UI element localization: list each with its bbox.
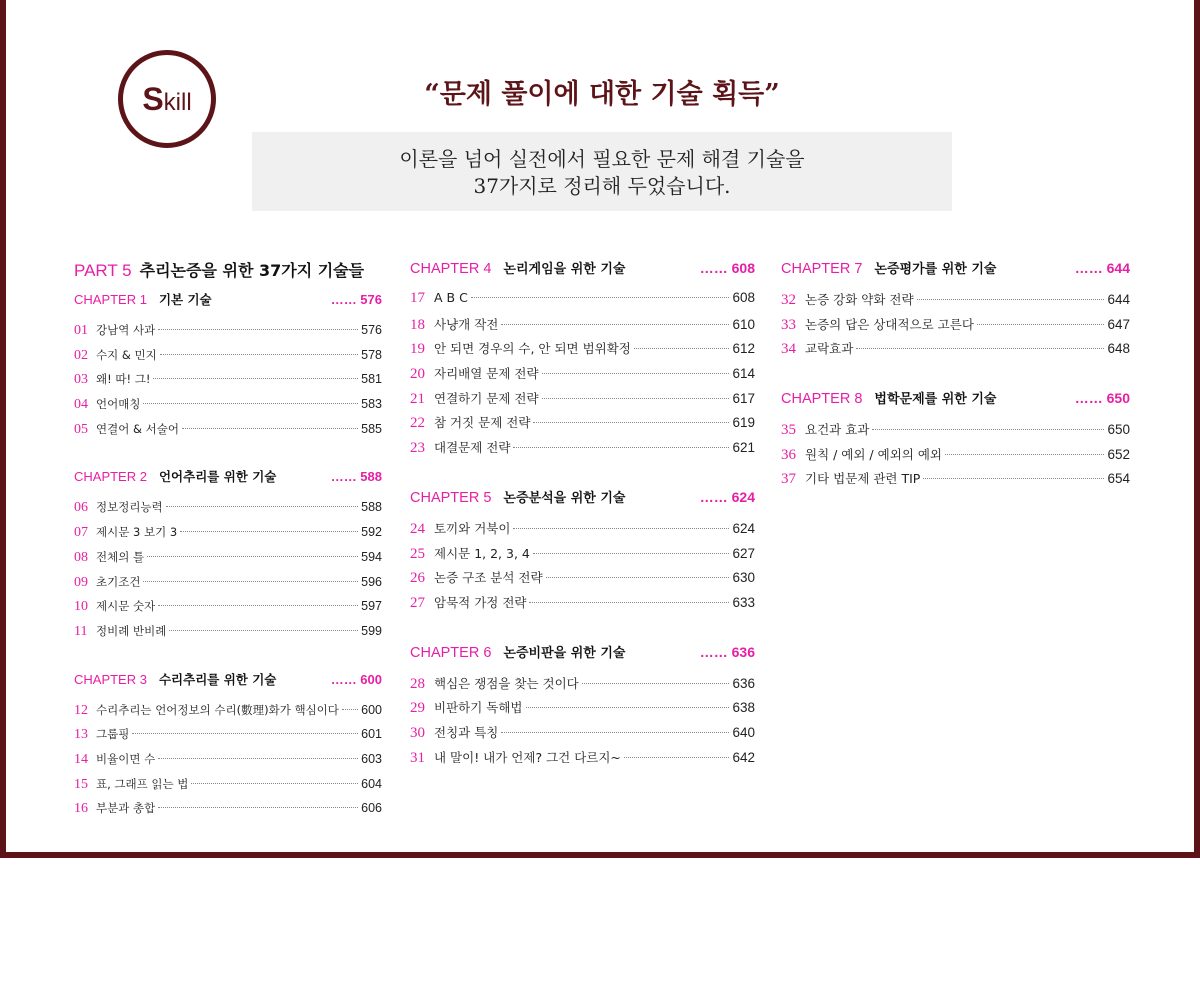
chapter-page: …… 650 — [1074, 390, 1130, 407]
entry-number: 27 — [410, 594, 425, 611]
toc-entry — [410, 674, 755, 699]
toc-entry — [410, 389, 755, 414]
toc-entry — [74, 396, 382, 421]
toc-entry — [74, 702, 382, 727]
entry-title: 정비례 반비례 — [96, 623, 167, 638]
entry-number: 04 — [74, 397, 88, 413]
toc-entry — [74, 574, 382, 599]
entry-title: A B C — [434, 290, 468, 305]
entry-page: 621 — [732, 440, 755, 456]
entry-page: 633 — [732, 594, 755, 610]
chapter-label: CHAPTER 2 — [74, 469, 147, 485]
entry-title: 교락효과 — [805, 341, 854, 357]
dot-leader — [180, 531, 358, 532]
entry-title: 논증 구조 분석 전략 — [434, 570, 543, 586]
entry-title: 제시문 3 보기 3 — [96, 525, 178, 540]
entry-title: 연결하기 문제 전략 — [434, 390, 539, 406]
chapter-label: CHAPTER 7 — [781, 261, 863, 277]
chapter-page: …… 636 — [699, 643, 755, 660]
entry-number: 22 — [410, 415, 425, 432]
entry-number: 36 — [781, 446, 796, 463]
chapter-title: 수리추리를 위한 기술 — [158, 671, 277, 687]
skill-badge — [118, 50, 216, 148]
toc-entry — [74, 598, 382, 623]
entry-title: 제시문 1, 2, 3, 4 — [434, 545, 530, 561]
toc-entry — [410, 748, 755, 773]
entry-title: 내 말이! 내가 언제? 그건 다르지~ — [434, 749, 621, 765]
toc-entry — [74, 800, 382, 825]
dot-leader — [526, 707, 730, 708]
entry-number: 05 — [74, 421, 88, 437]
dot-leader — [533, 553, 730, 554]
chapter-page: …… 644 — [1074, 260, 1130, 276]
chapter-gap — [74, 445, 382, 467]
entry-page: 604 — [361, 776, 382, 791]
chapter-heading — [74, 670, 382, 692]
dot-leader — [158, 758, 358, 759]
entry-page: 606 — [361, 801, 382, 816]
entry-number: 20 — [410, 366, 425, 383]
entry-title: 비판하기 독해법 — [434, 700, 523, 716]
dot-leader — [132, 733, 358, 734]
entry-page: 601 — [361, 727, 382, 742]
toc-column-2 — [410, 258, 755, 772]
entry-title: 강남역 사과 — [96, 323, 156, 337]
entry-title: 요건과 효과 — [805, 422, 870, 438]
toc-entry — [410, 544, 755, 569]
entry-title: 논증의 답은 상대적으로 고른다 — [805, 316, 974, 332]
toc-entry — [410, 413, 755, 438]
dot-leader — [166, 506, 358, 507]
chapter-title: 논증분석을 위한 기술 — [503, 490, 626, 506]
entry-title: 기타 법문제 관련 TIP — [805, 471, 921, 487]
entry-number: 37 — [781, 471, 796, 488]
dot-leader — [158, 329, 358, 330]
chapter-label: CHAPTER 6 — [410, 644, 492, 661]
toc-entry — [74, 524, 382, 549]
entry-page: 652 — [1107, 446, 1130, 462]
toc-entry — [74, 726, 382, 751]
chapter-heading — [781, 258, 1130, 280]
entry-number: 24 — [410, 520, 425, 537]
dot-leader — [529, 602, 729, 603]
dot-leader — [191, 783, 358, 784]
toc-entry — [410, 568, 755, 593]
entry-title: 전칭과 특칭 — [434, 724, 499, 740]
entry-number: 08 — [74, 549, 88, 565]
entry-number: 10 — [74, 599, 88, 615]
dot-leader — [143, 403, 358, 404]
toc-entry — [410, 364, 755, 389]
entry-page: 640 — [732, 724, 755, 740]
entry-page: 597 — [361, 599, 382, 614]
entry-title: 수지 & 민지 — [96, 347, 157, 362]
chapter-label: CHAPTER 3 — [74, 671, 147, 687]
dot-leader — [182, 428, 358, 429]
badge-rest: kill — [163, 89, 192, 116]
entry-page: 585 — [361, 421, 382, 436]
entry-page: 650 — [1107, 422, 1130, 438]
toc-column-1 — [74, 258, 382, 825]
entry-page: 596 — [361, 574, 382, 589]
entry-number: 25 — [410, 545, 425, 562]
dot-leader — [546, 577, 730, 578]
toc-entry — [781, 290, 1130, 315]
entry-page: 614 — [732, 366, 755, 382]
entry-page: 612 — [732, 341, 755, 357]
dot-leader — [977, 324, 1105, 325]
entry-number: 21 — [410, 390, 425, 407]
entry-number: 28 — [410, 675, 425, 692]
entry-page: 581 — [361, 372, 382, 387]
entry-number: 12 — [74, 702, 88, 718]
entry-number: 30 — [410, 724, 425, 741]
entry-title: 핵심은 쟁점을 찾는 것이다 — [434, 675, 579, 691]
dot-leader — [153, 378, 358, 379]
toc-entry — [74, 776, 382, 801]
entry-page: 583 — [361, 397, 382, 412]
chapter-heading — [781, 388, 1130, 410]
entry-title: 암묵적 가정 전략 — [434, 594, 527, 610]
dot-leader — [856, 348, 1104, 349]
entry-number: 16 — [74, 801, 88, 817]
chapter-gap — [410, 463, 755, 487]
toc-entry — [410, 723, 755, 748]
entry-page: 647 — [1107, 316, 1130, 332]
dot-leader — [872, 429, 1104, 430]
entry-number: 23 — [410, 440, 425, 457]
entry-page: 588 — [361, 500, 382, 515]
entry-page: 578 — [361, 347, 382, 362]
entry-number: 34 — [781, 341, 796, 358]
chapter-title: 기본 기술 — [158, 292, 212, 307]
toc-entry — [781, 315, 1130, 340]
toc-entry — [410, 519, 755, 544]
entry-title: 부분과 총합 — [96, 801, 156, 816]
dot-leader — [917, 299, 1105, 300]
chapter-heading — [74, 290, 382, 312]
dot-leader — [158, 605, 358, 606]
toc-entry — [781, 469, 1130, 494]
entry-number: 29 — [410, 700, 425, 717]
entry-title: 대결문제 전략 — [434, 440, 511, 456]
entry-page: 600 — [361, 702, 382, 717]
dot-leader — [533, 422, 729, 423]
entry-page: 599 — [361, 623, 382, 638]
entry-title: 제시문 숫자 — [96, 599, 156, 614]
entry-page: 638 — [732, 700, 755, 716]
dot-leader — [923, 478, 1104, 479]
dot-leader — [634, 348, 730, 349]
chapter-page: …… 624 — [699, 488, 755, 505]
entry-number: 14 — [74, 751, 88, 767]
dot-leader — [513, 447, 729, 448]
chapter-label: CHAPTER 1 — [74, 292, 147, 307]
chapter-title: 논리게임을 위한 기술 — [503, 262, 626, 277]
dot-leader — [342, 709, 358, 710]
dot-leader — [513, 528, 729, 529]
entry-page: 642 — [732, 749, 755, 765]
entry-page: 603 — [361, 751, 382, 766]
entry-number: 33 — [781, 316, 796, 333]
badge-initial: S — [142, 81, 164, 117]
entry-number: 09 — [74, 574, 88, 590]
dot-leader — [582, 683, 730, 684]
entry-page: 654 — [1107, 471, 1130, 487]
chapter-title: 논증비판을 위한 기술 — [503, 645, 626, 661]
chapter-page: …… 576 — [330, 292, 382, 307]
dot-leader — [542, 398, 730, 399]
chapter-page: …… 600 — [330, 671, 382, 687]
toc-entry — [410, 290, 755, 315]
section-heading: “문제 풀이에 대한 기술 획득” — [424, 79, 780, 110]
entry-number: 01 — [74, 323, 88, 338]
toc-entry — [410, 315, 755, 340]
entry-title: 연결어 & 서술어 — [96, 421, 179, 436]
chapter-heading — [410, 642, 755, 664]
entry-page: 630 — [732, 570, 755, 586]
chapter-label: CHAPTER 8 — [781, 391, 863, 408]
toc-entry — [781, 420, 1130, 445]
entry-number: 11 — [74, 623, 88, 639]
chapter-heading — [410, 258, 755, 280]
entry-number: 03 — [74, 372, 88, 388]
chapter-title: 법학문제를 위한 기술 — [874, 392, 997, 408]
chapter-heading — [74, 467, 382, 489]
toc-entry — [74, 751, 382, 776]
entry-page: 627 — [732, 545, 755, 561]
entry-page: 576 — [361, 323, 382, 337]
chapter-title: 논증평가를 위한 기술 — [874, 262, 997, 277]
entry-page: 610 — [732, 316, 755, 332]
entry-title: 그룹핑 — [96, 727, 130, 742]
entry-title: 정보정리능력 — [96, 500, 163, 515]
part-heading — [74, 258, 382, 290]
toc-entry — [410, 438, 755, 463]
entry-page: 624 — [732, 520, 755, 536]
description-box — [252, 132, 952, 211]
dot-leader — [169, 630, 358, 631]
entry-number: 17 — [410, 290, 425, 306]
chapter-heading — [410, 487, 755, 509]
toc-entry — [74, 549, 382, 574]
dot-leader — [160, 354, 358, 355]
entry-number: 26 — [410, 570, 425, 587]
entry-title: 사냥개 작전 — [434, 316, 499, 332]
dot-leader — [471, 297, 730, 298]
toc-column-3 — [781, 258, 1130, 494]
entry-title: 참 거짓 문제 전략 — [434, 415, 531, 431]
chapter-page: …… 588 — [330, 469, 382, 485]
entry-page: 608 — [732, 290, 755, 305]
toc-entry — [781, 445, 1130, 470]
entry-page: 619 — [732, 415, 755, 431]
dot-leader — [624, 757, 730, 758]
dot-leader — [501, 732, 729, 733]
toc-entry — [410, 698, 755, 723]
entry-page: 617 — [732, 390, 755, 406]
description-line-1: 이론을 넘어 실전에서 필요한 문제 해결 기술을 — [399, 147, 805, 171]
chapter-page: …… 608 — [699, 260, 755, 276]
entry-number: 19 — [410, 341, 425, 358]
chapter-gap — [410, 618, 755, 642]
entry-title: 초기조건 — [96, 574, 141, 589]
entry-title: 안 되면 경우의 수, 안 되면 범위확정 — [434, 341, 631, 357]
chapter-label: CHAPTER 5 — [410, 489, 492, 506]
entry-number: 06 — [74, 500, 88, 516]
part-label: PART 5 — [74, 261, 132, 280]
entry-title: 수리추리는 언어정보의 수리(數理)화가 핵심이다 — [96, 702, 339, 717]
entry-title: 언어매칭 — [96, 397, 141, 412]
dot-leader — [945, 454, 1105, 455]
entry-page: 644 — [1107, 292, 1130, 307]
chapter-label: CHAPTER 4 — [410, 261, 492, 277]
entry-number: 15 — [74, 776, 88, 792]
description-line-2: 37가지로 정리해 두었습니다. — [473, 174, 731, 198]
entry-title: 표, 그래프 읽는 법 — [96, 776, 189, 791]
entry-number: 32 — [781, 292, 796, 308]
dot-leader — [143, 581, 358, 582]
chapter-gap — [74, 648, 382, 670]
entry-number: 07 — [74, 525, 88, 541]
toc-entry — [74, 371, 382, 396]
entry-page: 648 — [1107, 341, 1130, 357]
chapter-title: 언어추리를 위한 기술 — [158, 469, 277, 485]
entry-page: 636 — [732, 675, 755, 691]
toc-entry — [74, 421, 382, 446]
toc-entry — [410, 593, 755, 618]
entry-page: 592 — [361, 525, 382, 540]
entry-number: 13 — [74, 727, 88, 743]
toc-entry — [74, 322, 382, 347]
dot-leader — [147, 556, 358, 557]
dot-leader — [542, 373, 730, 374]
toc-entry — [74, 499, 382, 524]
dot-leader — [158, 807, 358, 808]
entry-number: 18 — [410, 316, 425, 333]
dot-leader — [501, 324, 729, 325]
entry-page: 594 — [361, 549, 382, 564]
part-title: 추리논증을 위한 37가지 기술들 — [139, 261, 365, 280]
entry-number: 31 — [410, 749, 425, 766]
chapter-gap — [781, 364, 1130, 388]
entry-title: 비율이면 수 — [96, 751, 156, 766]
entry-title: 전체의 틀 — [96, 549, 145, 564]
entry-title: 논증 강화 약화 전략 — [805, 292, 914, 307]
entry-title: 자리배열 문제 전략 — [434, 366, 539, 382]
toc-entry — [74, 347, 382, 372]
toc-entry — [74, 623, 382, 648]
entry-title: 왜! 따! 그! — [96, 372, 151, 387]
toc-entry — [781, 339, 1130, 364]
entry-number: 35 — [781, 422, 796, 439]
entry-title: 토끼와 거북이 — [434, 520, 511, 536]
toc-entry — [410, 339, 755, 364]
entry-number: 02 — [74, 347, 88, 363]
entry-title: 원칙 / 예외 / 예외의 예외 — [805, 446, 942, 462]
